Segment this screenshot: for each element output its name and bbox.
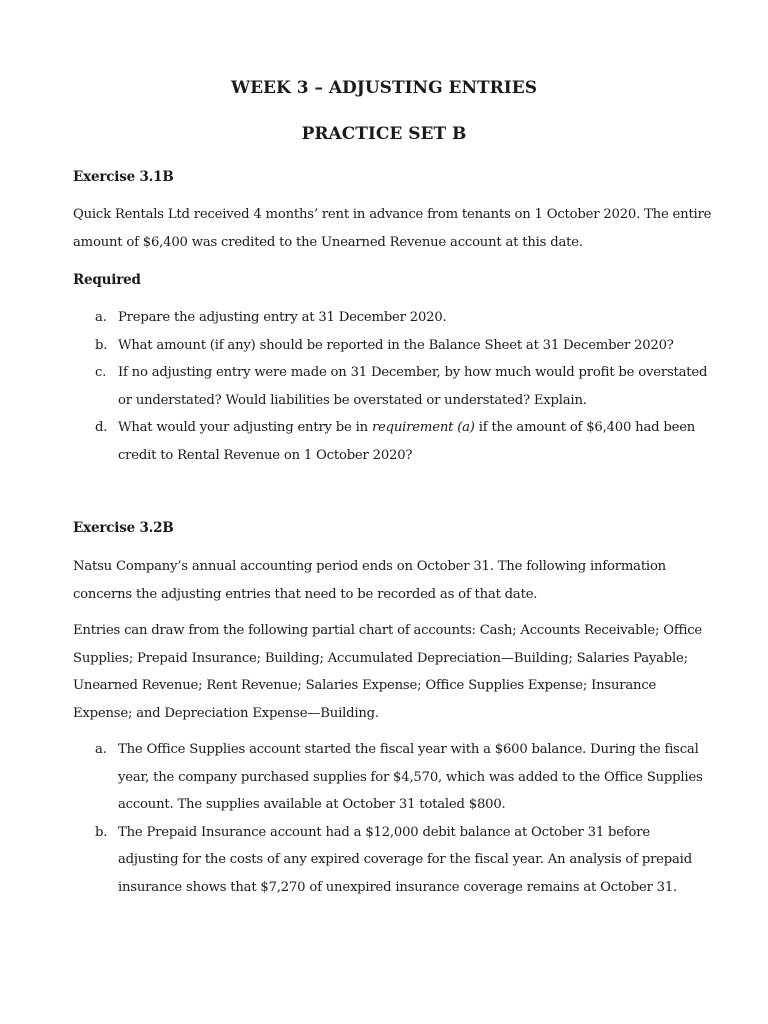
required-label: Required (73, 272, 141, 288)
exercise-list (73, 736, 713, 901)
list-marker: b. (95, 337, 108, 353)
list-item (73, 332, 713, 360)
list-item-text: What amount (if any) should be reported in the Balance Sheet at 31 December 2020? (118, 337, 674, 353)
requirement-reference: requirement (a) (371, 420, 475, 435)
list-item (73, 819, 713, 902)
list-marker: a. (95, 310, 107, 325)
exercise-heading: Exercise 3.1B (73, 169, 174, 185)
list-marker: a. (95, 742, 107, 757)
list-marker: d. (95, 420, 108, 435)
list-item-text: The Prepaid Insurance account had a $12,000 debit balance at October 31 before adjusting for the costs of any expired coverage for the fiscal year. An analysis of prepaid insurance shows that $7,270 of unexpired insurance coverage remains at October 31. (118, 824, 692, 895)
list-item-text-before: What would your adjusting entry be in (118, 420, 372, 435)
exercise-heading: Exercise 3.2B (73, 520, 174, 536)
required-list (73, 304, 713, 469)
list-item (73, 414, 713, 469)
chart-of-accounts-paragraph: Entries can draw from the following partial chart of accounts: Cash; Accounts Receivable; Office Supplies; Prepaid Insurance; Building; Accumulated Depreciation—Building; Salaries Payable; Unearned Revenue; Rent Revenue; Salaries Expense; Office Supplies Expense; Insurance Expense; and Depreciation Expense—Building. (73, 623, 703, 721)
page-subtitle: PRACTICE SET B (301, 124, 467, 144)
list-item (73, 304, 713, 332)
list-item-text: The Office Supplies account started the fiscal year with a $600 balance. During the fiscal year, the company purchased supplies for $4,570, which was added to the Office Supplies account. The supplies available at October 31 totaled $800. (118, 742, 703, 812)
list-item-text: If no adjusting entry were made on 31 December, by how much would profit be overstated or understated? Would liabilities be overstated or understated? Explain. (118, 365, 708, 408)
page-title: WEEK 3 – ADJUSTING ENTRIES (231, 78, 537, 98)
exercise-intro: Quick Rentals Ltd received 4 months’ rent in advance from tenants on 1 October 2020. The entire amount of $6,400 was credited to the Unearned Revenue account at this date. (73, 207, 712, 250)
list-item-text-after: if the amount of $6,400 had been credit to Rental Revenue on 1 October 2020? (118, 420, 696, 463)
list-item (73, 359, 713, 414)
list-marker: b. (95, 824, 108, 840)
exercise-intro: Natsu Company’s annual accounting period ends on October 31. The following information concerns the adjusting entries that need to be recorded as of that date. (73, 559, 666, 602)
list-marker: c. (95, 365, 107, 380)
list-item (73, 736, 713, 819)
list-item-text: Prepare the adjusting entry at 31 December 2020. (118, 310, 447, 325)
